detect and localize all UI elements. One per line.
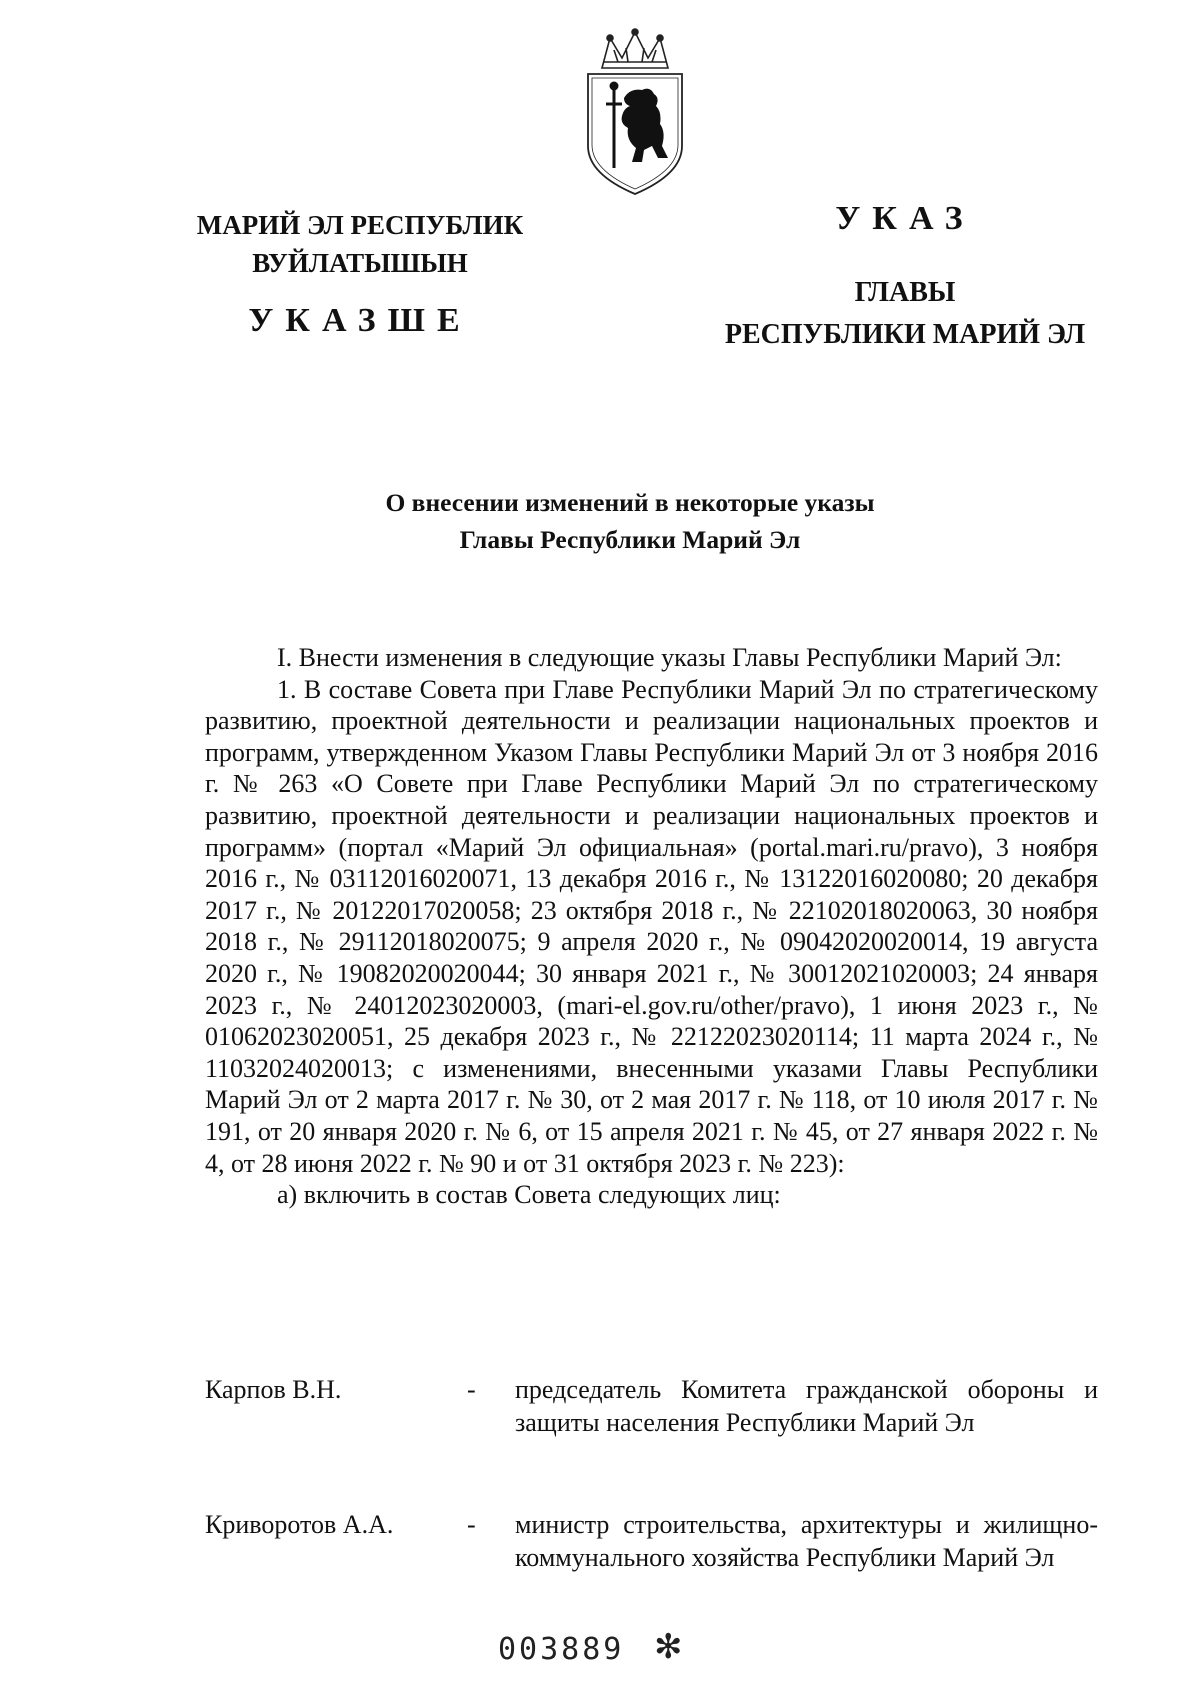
header-right-line3: РЕСПУБЛИКИ МАРИЙ ЭЛ [724,319,1086,350]
paragraph-section-1: I. Внести изменения в следующие указы Главы Республики Марий Эл: [277,643,1062,672]
paragraph-item-1: 1. В составе Совета при Главе Республики Марий Эл по стратегическому развитию, проектной деятельности и реализации национальных проектов и программ, утвержденном Указом Главы Республики Марий Эл от 3 ноября 2016 г. № 263 «О Совете при Главе Республики Марий Эл по стратегическому развитию, проектной деятельности и реализации национальных проектов и программ» (портал «Марий Эл официальная» (portal.mari.ru/pravo), 3 ноября 2016 г., № 03112016020071, 13 декабря 2016 г., № 13122016020080; 20 декабря 2017 г., № 20122017020058; 23 октября 2018 г., № 22102018020063, 30 ноября 2018 г., № 29112018020075; 9 апреля 2020 г., № 09042020020014, 19 августа 2020 г., № 19082020020044; 30 января 2021 г., № 30012021020003; 24 января 2023 г., № 24012023020003, (mari-el.gov.ru/other/pravo), 1 июня 2023 г., № 01062023020051, 25 декабря 2023 г., № 22122023020114; 11 марта 2024 г., № 11032024020013; с изменениями, внесенными указами Главы Республики Марий Эл от 2 марта 2017 г. № 30, от 2 мая 2017 г. № 118, от 10 июля 2017 г. № 191, от 20 января 2020 г. № 6, от 15 апреля 2021 г. № 45, от 27 января 2022 г. № 4, от 28 июня 2022 г. № 90 и от 31 октября 2023 г. № 223): [205,674,1098,1178]
document-title [330,484,930,558]
member-role: председатель Комитета гражданской обороны и защиты населения Республики Марий Эл [515,1375,1098,1437]
header-right-russian [690,200,1120,356]
header-left-mari [150,206,570,340]
crown-icon [602,29,668,68]
title-line2: Главы Республики Марий Эл [459,525,801,554]
member-dash: - [467,1375,476,1404]
header-left-line1: МАРИЙ ЭЛ РЕСПУБЛИК [196,210,524,240]
document-body [205,642,1098,1211]
serial-number: 003889 [498,1632,625,1667]
member-role: министр строительства, архитектуры и жилищно-коммунального хозяйства Республики Марий Эл [515,1510,1098,1572]
coat-of-arms-emblem [580,28,690,200]
member-dash: - [467,1510,476,1539]
header-right-line2: ГЛАВЫ [854,277,956,308]
paragraph-subitem-a: а) включить в состав Совета следующих лиц: [277,1180,781,1210]
asterisk-mark-icon: ✻ [654,1627,683,1667]
title-line1: О внесении изменений в некоторые указы [385,488,875,517]
header-left-line3: УКАЗШЕ [248,302,472,339]
header-right-line1: УКАЗ [835,200,975,237]
member-name: Криворотов А.А. [205,1510,394,1539]
member-name: Карпов В.Н. [205,1375,342,1404]
header-left-line2: ВУЙЛАТЫШЫН [252,248,468,278]
